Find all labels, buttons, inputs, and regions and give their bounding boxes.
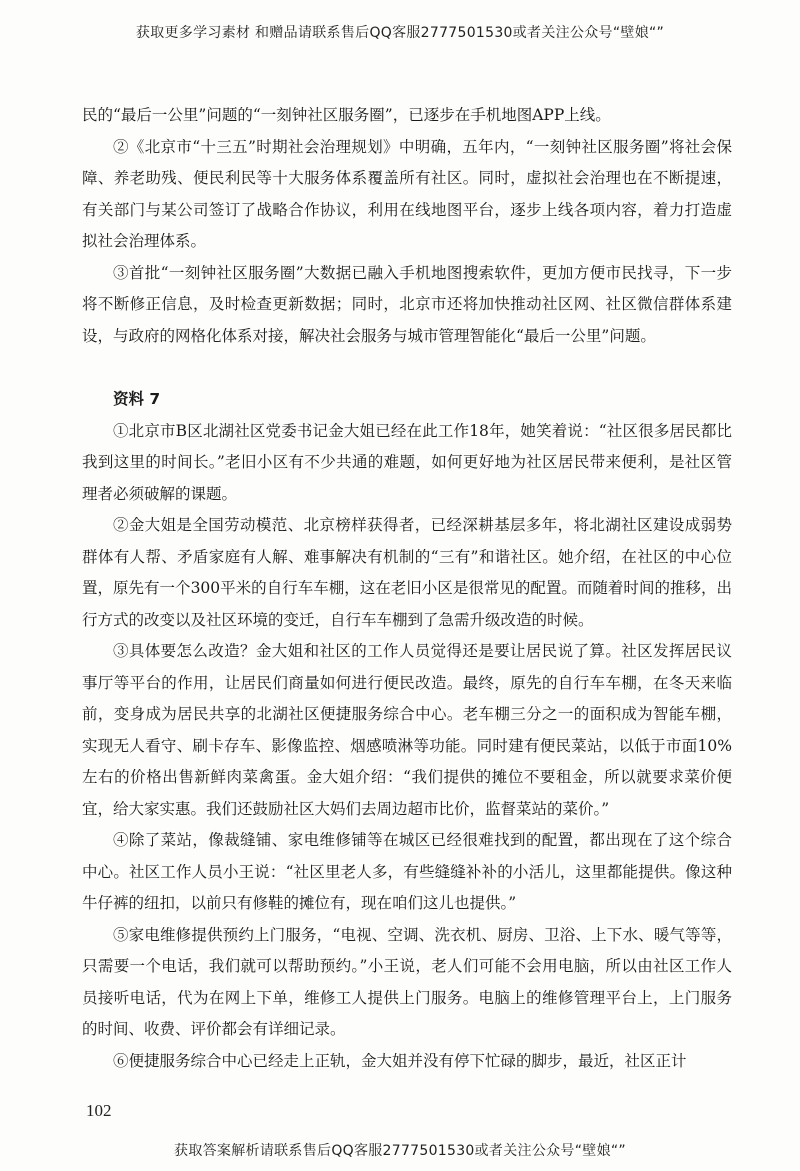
material-7-paragraph-1: ①北京市B区北湖社区党委书记金大姐已经在此工作18年，她笑着说：“社区很多居民都比我到这里的时间长。”老旧小区有不少共通的难题，如何更好地为社区居民带来便利，是社区管理者必须破解的课题。	[82, 421, 732, 503]
material-7-paragraph-3: ③具体要怎么改造？金大姐和社区的工作人员觉得还是要让居民说了算。社区发挥居民议事厅等平台的作用，让居民们商量如何进行便民改造。最终，原先的自行车车棚，在冬天来临前，变身成为居民共享的北湖社区便捷服务综合中心。老车棚三分之一的面积成为智能车棚，实现无人看守、刷卡存车、影像监控、烟感喷淋等功能。同时建有便民菜站，以低于市面10%左右的价格出售新鲜肉菜禽蛋。金大姐介绍：“我们提供的摊位不要租金，所以就要求菜价便宜，给大家实惠。我们还鼓励社区大妈们去周边超市比价，监督菜站的菜价。”	[82, 642, 732, 818]
section-heading-material-7: 资料 7	[113, 390, 161, 408]
header-note: 获取更多学习素材 和赠品请联系售后QQ客服2777501530或者关注公众号“壁娘“”	[135, 25, 665, 41]
footer-note: 获取答案解析请联系售后QQ客服2777501530或者关注公众号“壁娘“”	[174, 1143, 626, 1159]
material-7-paragraph-6: ⑥便捷服务综合中心已经走上正轨，金大姐并没有停下忙碌的脚步，最近，社区正计	[113, 1051, 687, 1070]
body-text	[82, 100, 732, 1077]
material-7-paragraph-4: ④除了菜站，像裁缝铺、家电维修铺等在城区已经很难找到的配置，都出现在了这个综合中心。社区工作人员小王说：“社区里老人多，有些缝缝补补的小活儿，这里都能提供。像这种牛仔裤的纽扣，以前只有修鞋的摊位有，现在咱们这儿也提供。”	[82, 831, 732, 912]
page-number: 102	[86, 1101, 112, 1120]
paragraph-2: ②《北京市“十三五”时期社会治理规划》中明确，五年内，“一刻钟社区服务圈”将社会保障、养老助残、便民利民等十大服务体系覆盖所有社区。同时，虚拟社会治理也在不断提速，有关部门与某公司签订了战略合作协议，利用在线地图平台，逐步上线各项内容，着力打造虚拟社会治理体系。	[82, 137, 732, 250]
paragraph-continuation: 民的“最后一公里”问题的“一刻钟社区服务圈”，已逐步在手机地图APP上线。	[82, 106, 611, 124]
material-7-paragraph-2: ②金大姐是全国劳动模范、北京榜样获得者，已经深耕基层多年，将北湖社区建设成弱势群体有人帮、矛盾家庭有人解、难事解决有机制的“三有”和谐社区。她介绍，在社区的中心位置，原先有一个300平米的自行车车棚，这在老旧小区是很常见的配置。而随着时间的推移，出行方式的改变以及社区环境的变迁，自行车车棚到了急需升级改造的时候。	[82, 516, 732, 629]
paragraph-3: ③首批“一刻钟社区服务圈”大数据已融入手机地图搜索软件，更加方便市民找寻，下一步将不断修正信息，及时检查更新数据；同时，北京市还将加快推动社区网、社区微信群体系建设，与政府的网格化体系对接，解决社会服务与城市管理智能化“最后一公里”问题。	[82, 263, 732, 345]
material-7-paragraph-5: ⑤家电维修提供预约上门服务，“电视、空调、洗衣机、厨房、卫浴、上下水、暖气等等，只需要一个电话，我们就可以帮助预约。”小王说，老人们可能不会用电脑，所以由社区工作人员接听电话，代为在网上下单，维修工人提供上门服务。电脑上的维修管理平台上，上门服务的时间、收费、评价都会有详细记录。	[82, 925, 732, 1038]
